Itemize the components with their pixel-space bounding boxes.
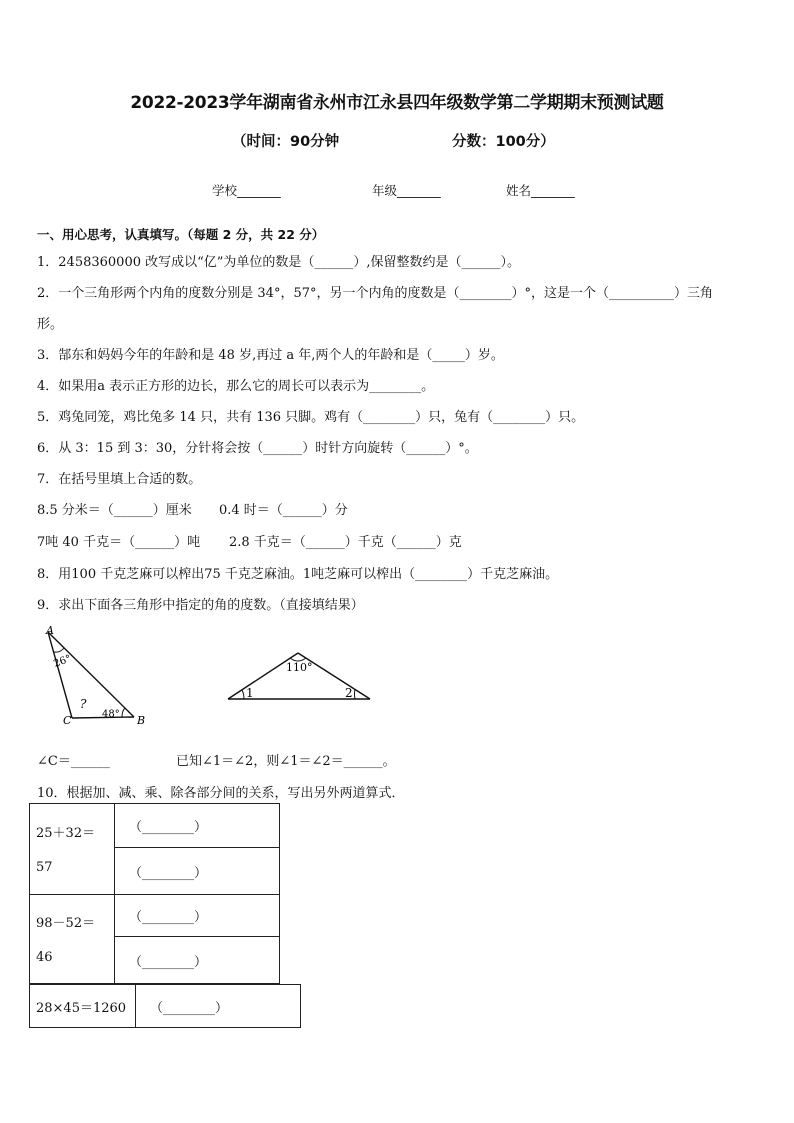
exam-score: 分数：100分） — [452, 134, 555, 150]
equation-table-top — [29, 803, 280, 984]
question-2: 2．一个三角形两个内角的度数分别是 34°，57°，另一个内角的度数是（________）°，这是一个（__________）三角 — [37, 286, 713, 301]
angle-a-label: 26° — [52, 653, 73, 670]
question-7-item-c: 7吨 40 千克＝（______）吨 — [37, 535, 201, 550]
answer-blank: （________） — [115, 895, 280, 937]
triangle-figure-110 — [222, 645, 376, 707]
answer-blank: （________） — [115, 937, 280, 984]
equation-multiplication: 28×45＝1260 — [30, 985, 136, 1028]
triangle-figure-abc — [36, 620, 166, 732]
question-5: 5．鸡兔同笼，鸡比兔多 14 只，共有 136 只脚。鸡有（________）只，兔有（________）只。 — [37, 410, 585, 425]
name-field: 姓名_______ — [506, 183, 575, 198]
question-7-item-d: 2.8 千克＝（______）千克（______）克 — [229, 535, 462, 550]
answer-blank: （________） — [115, 804, 280, 848]
angle-c-unknown: ? — [80, 697, 87, 711]
school-field: 学校_______ — [212, 183, 281, 198]
angle-1-label: 1 — [246, 686, 254, 700]
question-8: 8．用100 千克芝麻可以榨出75 千克芝麻油。1吨芝麻可以榨出（________）千克芝麻油。 — [37, 567, 559, 582]
angle-2-label: 2 — [345, 686, 353, 700]
equation-addition: 25＋32＝ 57 — [30, 804, 115, 895]
exam-time: （时间：90分钟 — [232, 134, 340, 150]
question-1: 1．2458360000 改写成以“亿”为单位的数是（______）,保留整数约是（______）。 — [37, 255, 521, 270]
vertex-b-label: B — [137, 714, 146, 727]
angle-b-label: 48° — [102, 709, 120, 720]
question-2-continued: 形。 — [37, 317, 64, 332]
question-7-item-b: 0.4 时＝（______）分 — [219, 503, 348, 518]
equation-subtraction: 98－52＝ 46 — [30, 895, 115, 984]
page-title: 2022-2023学年湖南省永州市江永县四年级数学第二学期期末预测试题 — [130, 93, 664, 113]
top-angle-label: 110° — [286, 661, 313, 674]
question-9: 9．求出下面各三角形中指定的角的度数。（直接填结果） — [37, 598, 364, 613]
question-7-item-a: 8.5 分米＝（______）厘米 — [37, 503, 192, 518]
question-6: 6．从 3：15 到 3：30，分针将会按（______）时针方向旋转（______）°。 — [37, 441, 478, 456]
question-7: 7．在括号里填上合适的数。 — [37, 472, 202, 487]
question-3: 3．郜东和妈妈今年的年龄和是 48 岁,再过 a 年,两个人的年龄和是（_____）岁。 — [37, 348, 504, 363]
grade-field: 年级_______ — [372, 183, 441, 198]
question-9-answer-b: 已知∠1＝∠2，则∠1＝∠2＝______。 — [176, 754, 396, 769]
question-9-answer-a: ∠C＝______ — [37, 754, 110, 769]
vertex-c-label: C — [63, 714, 72, 727]
equation-table-bottom — [29, 984, 301, 1028]
question-10: 10．根据加、减、乘、除各部分间的关系，写出另外两道算式． — [37, 786, 405, 801]
answer-blank: （________） — [115, 848, 280, 895]
question-4: 4．如果用a 表示正方形的边长，那么它的周长可以表示为________。 — [37, 379, 435, 394]
vertex-a-label: A — [46, 624, 54, 637]
answer-blank: （________） — [136, 985, 301, 1028]
section-heading: 一、用心思考，认真填写。（每题 2 分，共 22 分） — [37, 227, 325, 242]
